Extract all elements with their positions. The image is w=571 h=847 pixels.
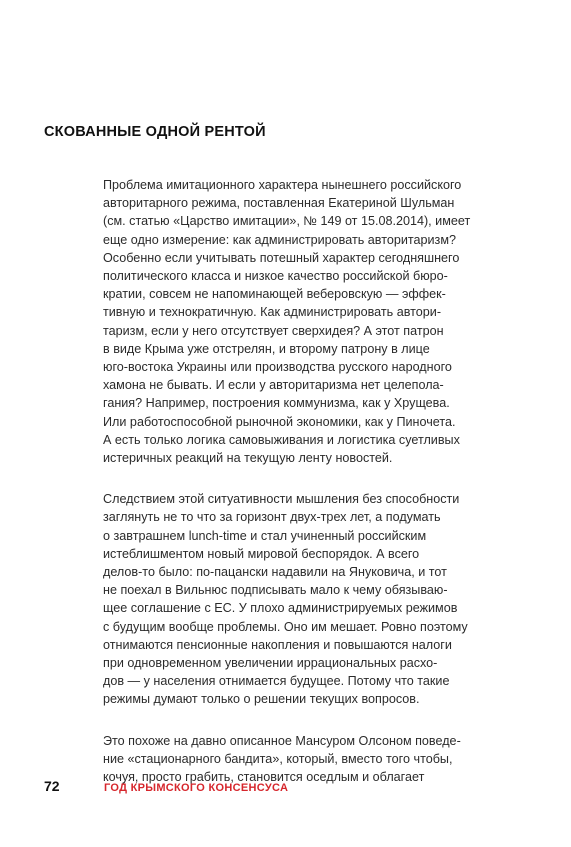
text-line: ние «стационарного бандита», который, вместо того чтобы,	[103, 751, 453, 766]
text-line: Или работоспособной рыночной экономики, как у Пиночета.	[103, 414, 456, 429]
text-line: тивную и технократичную. Как администрировать автори-	[103, 305, 442, 320]
text-line: истеблишментом новый мировой беспорядок. А всего	[103, 546, 420, 561]
text-line: кратии, совсем не напоминающей веберовскую — эффек-	[103, 287, 446, 302]
text-line: таризм, если у него отсутствует сверхидея? А этот патрон	[103, 323, 444, 338]
text-line: делов-то было: по-пацански надавили на Януковича, и тот	[103, 565, 447, 580]
running-title: ГОД КРЫМСКОГО КОНСЕНСУСА	[104, 782, 289, 794]
paragraph-1	[103, 176, 495, 467]
text-line: при одновременном увеличении иррациональных расхо-	[103, 656, 438, 671]
text-line: дов — у населения отнимается будущее. Потому что такие	[103, 674, 450, 689]
page-footer	[44, 778, 288, 798]
text-line: Проблема имитационного характера нынешнего российского	[103, 178, 462, 192]
text-line: кочуя, просто грабить, становится оседлым и облагает	[103, 770, 425, 785]
text-line: заглянуть не то что за горизонт двух-трех лет, а подумать	[103, 510, 441, 525]
text-line: авторитарного режима, поставленная Екатериной Шульман	[103, 196, 455, 211]
text-line: не поехал в Вильнюс подписывать мало к чему обязываю-	[103, 583, 448, 598]
text-line: еще одно измерение: как администрировать авторитаризм?	[103, 232, 456, 247]
text-line: щее соглашение с ЕС. У плохо администрируемых режимов	[103, 601, 458, 616]
paragraph-2	[103, 490, 495, 708]
text-line: истеричных реакций на текущую ленту новостей.	[103, 451, 393, 466]
article-body	[103, 176, 495, 809]
text-line: с будущим вообще проблемы. Оно им мешает. Ровно поэтому	[103, 619, 468, 634]
text-line: политического класса и низкое качество российской бюро-	[103, 269, 448, 284]
text-line: о завтрашнем lunch-time и стал учиненный российским	[103, 528, 427, 543]
text-line: отнимаются пенсионные накопления и повышаются налоги	[103, 637, 452, 652]
text-line: Следствием этой ситуативности мышления без способности	[103, 492, 460, 507]
text-line: Это похоже на давно описанное Мансуром Олсоном поведе-	[103, 733, 461, 748]
page-number: 72	[44, 778, 60, 794]
section-title: СКОВАННЫЕ ОДНОЙ РЕНТОЙ	[44, 124, 266, 140]
text-line: Особенно если учитывать потешный характер сегодняшнего	[103, 250, 460, 265]
text-line: (см. статью «Царство имитации», № 149 от 15.08.2014), имеет	[103, 214, 471, 229]
text-line: хамона не бывать. И если у авторитаризма нет целепола-	[103, 378, 444, 393]
text-line: юго-востока Украины или производства русского народного	[103, 360, 452, 375]
text-line: гания? Например, построения коммунизма, как у Хрущева.	[103, 396, 450, 411]
text-line: А есть только логика самовыживания и логистика суетливых	[103, 432, 460, 447]
text-line: в виде Крыма уже отстрелян, и второму патрону в лице	[103, 341, 430, 356]
text-line: режимы думают только о решении текущих вопросов.	[103, 692, 420, 707]
